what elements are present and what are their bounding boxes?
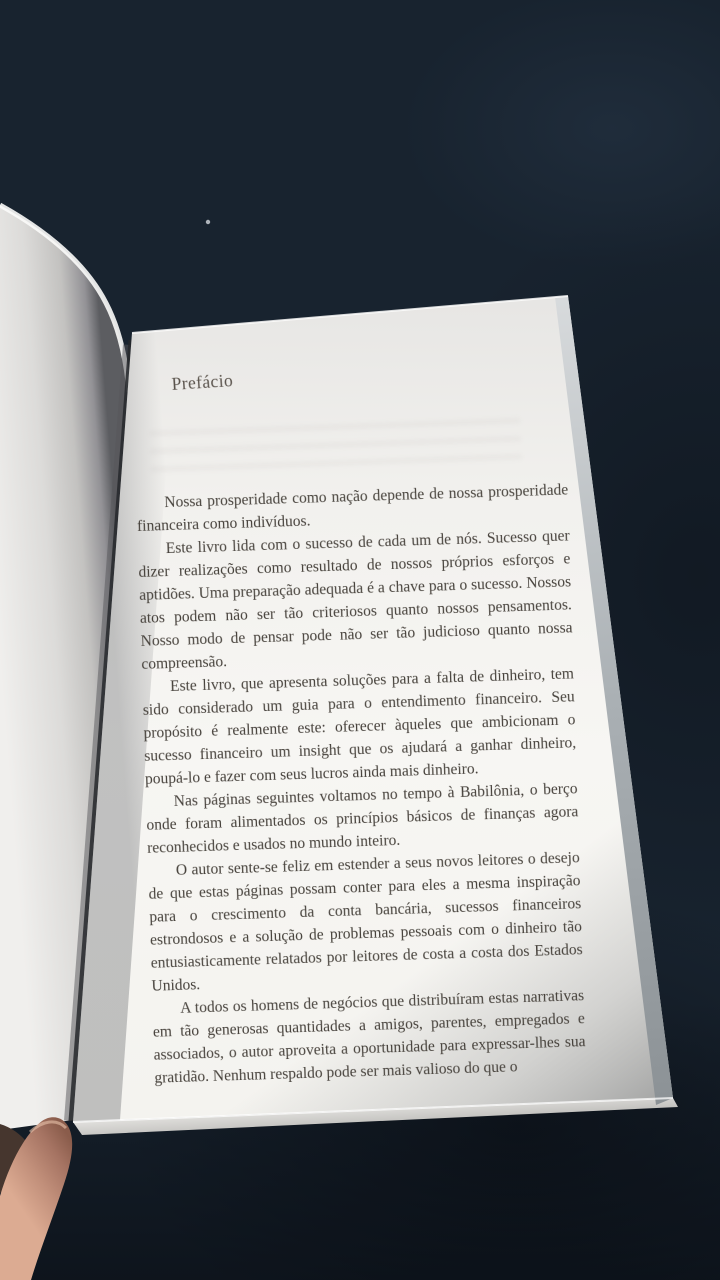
- preface-paragraph: O autor sente-se feliz em estender a seus novos leitores o desejo de que estas páginas possam conter para eles a mesma inspiração para o crescimento da conta bancária, sucessos financeiros estrondosos e a solução de problemas pessoais com o dinheiro tão entusiasticamente relatados por leitores de costa a costa dos Estados Unidos.: [148, 849, 583, 995]
- preface-text-block: [136, 478, 587, 1089]
- preface-paragraph: Nas páginas seguintes voltamos no tempo à Babilônia, o berço onde foram alimentados os princípios básicos de finanças agora reconhecidos e usados no mundo inteiro.: [146, 780, 579, 857]
- fabric-speck: [206, 220, 210, 224]
- chapter-title: Prefácio: [171, 370, 234, 394]
- preface-paragraph: A todos os homens de negócios que distribuíram estas narrativas em tão generosas quantidades a amigos, parentes, empregados e associados, o autor aproveita a oportunidade para expressar-lhes sua gratidão. Nenhum respaldo pode ser mais valioso do que o: [152, 987, 586, 1087]
- preface-paragraph: Este livro, que apresenta soluções para a falta de dinheiro, tem sido considerado um guia para o entendimento financeiro. Seu propósito é realmente este: oferecer àqueles que ambicionam o sucesso financeiro um insight que os ajudará a ganhar dinheiro, poupá-lo e fazer com seus lucros ainda mais dinheiro.: [142, 665, 577, 788]
- preface-paragraph: Nossa prosperidade como nação depende de nossa prosperidade financeira como indivíduos.: [136, 481, 569, 535]
- preface-paragraph: Este livro lida com o sucesso de cada um de nós. Sucesso quer dizer realizações como resultado de nossos próprios esforços e aptidões. Uma preparação adequada é a chave para o sucesso. Nossos atos podem não ser tão criteriosos quanto nossos pensamentos. Nosso modo de pensar pode não ser tão judicioso quanto nossa compreensão.: [138, 527, 573, 673]
